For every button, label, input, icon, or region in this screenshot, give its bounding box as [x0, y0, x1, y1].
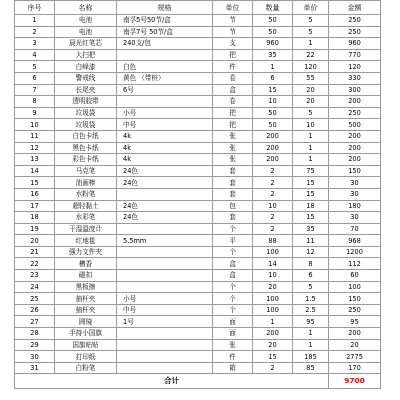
cell-index: 15: [15, 177, 55, 189]
cell-spec: 6号: [117, 84, 213, 96]
cell-amount: 2775: [329, 351, 381, 363]
cell-amount: 770: [329, 49, 381, 61]
table-row: [15, 293, 381, 305]
cell-price: 2.5: [293, 304, 329, 316]
cell-name: 圆镜: [55, 316, 117, 328]
cell-index: 5: [15, 61, 55, 73]
cell-quantity: 14: [253, 258, 293, 270]
cell-index: 29: [15, 339, 55, 351]
cell-index: 2: [15, 26, 55, 38]
cell-index: 1: [15, 15, 55, 27]
total-amount: 9700: [329, 374, 381, 389]
cell-spec: [117, 246, 213, 258]
cell-spec: 240支/包: [117, 38, 213, 50]
cell-spec: [117, 258, 213, 270]
cell-quantity: 10: [253, 270, 293, 282]
cell-name: 晨光红笔芯: [55, 38, 117, 50]
cell-spec: [117, 49, 213, 61]
cell-price: 5: [293, 107, 329, 119]
cell-amount: 95: [329, 316, 381, 328]
cell-unit: 把: [213, 119, 253, 131]
cell-price: 5: [293, 15, 329, 27]
cell-index: 24: [15, 281, 55, 293]
cell-quantity: 50: [253, 15, 293, 27]
cell-unit: 个: [213, 246, 253, 258]
cell-spec: 24色: [117, 212, 213, 224]
header-name: 名称: [55, 1, 117, 15]
cell-amount: 250: [329, 26, 381, 38]
cell-unit: 把: [213, 49, 253, 61]
cell-name: 白峰漆: [55, 61, 117, 73]
cell-unit: 把: [213, 107, 253, 119]
cell-index: 31: [15, 362, 55, 374]
cell-spec: [117, 339, 213, 351]
cell-name: 白粉笔: [55, 362, 117, 374]
cell-name: 大扫把: [55, 49, 117, 61]
cell-index: 30: [15, 351, 55, 363]
cell-price: 75: [293, 165, 329, 177]
cell-unit: 张: [213, 142, 253, 154]
cell-amount: 300: [329, 84, 381, 96]
cell-unit: 个: [213, 293, 253, 305]
cell-amount: 200: [329, 154, 381, 166]
cell-price: 35: [293, 223, 329, 235]
cell-amount: 200: [329, 96, 381, 108]
cell-quantity: 20: [253, 281, 293, 293]
cell-spec: 黄色 （带桩）: [117, 72, 213, 84]
table-row: [15, 223, 381, 235]
cell-index: 16: [15, 188, 55, 200]
table-row: [15, 258, 381, 270]
table-row: [15, 281, 381, 293]
cell-index: 26: [15, 304, 55, 316]
cell-quantity: 35: [253, 49, 293, 61]
table-row: [15, 26, 381, 38]
cell-price: 85: [293, 362, 329, 374]
cell-price: 185: [293, 351, 329, 363]
cell-spec: 1号: [117, 316, 213, 328]
cell-name: 警戒线: [55, 72, 117, 84]
cell-quantity: 960: [253, 38, 293, 50]
cell-unit: 节: [213, 26, 253, 38]
cell-index: 20: [15, 235, 55, 247]
cell-spec: 中号: [117, 304, 213, 316]
cell-spec: [117, 270, 213, 282]
table-row: [15, 107, 381, 119]
cell-name: 红地毯: [55, 235, 117, 247]
cell-amount: 250: [329, 15, 381, 27]
table-row: [15, 304, 381, 316]
cell-unit: 盒: [213, 270, 253, 282]
cell-unit: 件: [213, 351, 253, 363]
cell-amount: 250: [329, 304, 381, 316]
table-row: [15, 270, 381, 282]
cell-index: 19: [15, 223, 55, 235]
cell-spec: [117, 328, 213, 340]
cell-name: 水彩笔: [55, 212, 117, 224]
cell-index: 27: [15, 316, 55, 328]
cell-index: 14: [15, 165, 55, 177]
cell-unit: 张: [213, 339, 253, 351]
header-price: 单价: [293, 1, 329, 15]
cell-index: 3: [15, 38, 55, 50]
cell-index: 11: [15, 130, 55, 142]
cell-amount: 250: [329, 107, 381, 119]
cell-quantity: 1: [253, 61, 293, 73]
cell-name: 黑板擦: [55, 281, 117, 293]
cell-name: 长尾夹: [55, 84, 117, 96]
cell-price: 15: [293, 212, 329, 224]
cell-index: 28: [15, 328, 55, 340]
cell-name: 干湿温度计: [55, 223, 117, 235]
cell-quantity: 10: [253, 96, 293, 108]
cell-amount: 112: [329, 258, 381, 270]
cell-price: 11: [293, 235, 329, 247]
cell-spec: 24色: [117, 165, 213, 177]
table-body: [15, 15, 381, 374]
cell-quantity: 2: [253, 165, 293, 177]
cell-price: 5: [293, 26, 329, 38]
cell-unit: 支: [213, 38, 253, 50]
table-row: [15, 96, 381, 108]
table-row: [15, 212, 381, 224]
cell-name: 垃圾袋: [55, 107, 117, 119]
cell-unit: 卷: [213, 72, 253, 84]
cell-unit: 张: [213, 130, 253, 142]
cell-quantity: 100: [253, 246, 293, 258]
cell-amount: 30: [329, 177, 381, 189]
cell-spec: 小号: [117, 107, 213, 119]
cell-spec: 5.5mm: [117, 235, 213, 247]
cell-unit: 个: [213, 223, 253, 235]
table-row: [15, 328, 381, 340]
cell-spec: 24色: [117, 177, 213, 189]
cell-amount: 200: [329, 130, 381, 142]
cell-spec: 中号: [117, 119, 213, 131]
cell-amount: 170: [329, 362, 381, 374]
cell-spec: 4k: [117, 142, 213, 154]
table-row: [15, 49, 381, 61]
cell-quantity: 50: [253, 119, 293, 131]
header-unit: 单位: [213, 1, 253, 15]
cell-name: 垃圾袋: [55, 119, 117, 131]
cell-name: 水粉笔: [55, 188, 117, 200]
cell-price: 1: [293, 130, 329, 142]
cell-amount: 200: [329, 142, 381, 154]
header-spec: 规格: [117, 1, 213, 15]
cell-price: 20: [293, 96, 329, 108]
cell-price: 1: [293, 38, 329, 50]
table-row: [15, 188, 381, 200]
cell-quantity: 88: [253, 235, 293, 247]
cell-quantity: 1: [253, 316, 293, 328]
cell-unit: 个: [213, 281, 253, 293]
cell-index: 6: [15, 72, 55, 84]
header-amount: 金额: [329, 1, 381, 15]
cell-quantity: 2: [253, 177, 293, 189]
cell-index: 22: [15, 258, 55, 270]
cell-price: 20: [293, 84, 329, 96]
cell-price: 1: [293, 154, 329, 166]
cell-index: 13: [15, 154, 55, 166]
table-row: [15, 130, 381, 142]
cell-index: 8: [15, 96, 55, 108]
cell-amount: 120: [329, 61, 381, 73]
cell-name: 强力文件夹: [55, 246, 117, 258]
cell-unit: 套: [213, 177, 253, 189]
cell-price: 1: [293, 328, 329, 340]
cell-amount: 200: [329, 328, 381, 340]
cell-quantity: 200: [253, 142, 293, 154]
cell-amount: 30: [329, 188, 381, 200]
table-row: [15, 362, 381, 374]
cell-name: 油画棒: [55, 177, 117, 189]
cell-unit: 套: [213, 212, 253, 224]
cell-spec: [117, 281, 213, 293]
cell-spec: [117, 362, 213, 374]
cell-quantity: 200: [253, 130, 293, 142]
cell-spec: 白色: [117, 61, 213, 73]
table-row: [15, 177, 381, 189]
cell-quantity: 15: [253, 351, 293, 363]
cell-price: 1: [293, 339, 329, 351]
cell-amount: 180: [329, 200, 381, 212]
cell-name: 抽杆夹: [55, 293, 117, 305]
cell-index: 18: [15, 212, 55, 224]
cell-unit: 平: [213, 235, 253, 247]
cell-quantity: 15: [253, 84, 293, 96]
cell-price: 12: [293, 246, 329, 258]
cell-unit: 包: [213, 200, 253, 212]
table-row: [15, 200, 381, 212]
cell-name: 白色卡纸: [55, 130, 117, 142]
cell-price: 18: [293, 200, 329, 212]
cell-index: 7: [15, 84, 55, 96]
cell-spec: 南孚5号50节/盒: [117, 15, 213, 27]
table-row: [15, 339, 381, 351]
cell-price: 95: [293, 316, 329, 328]
header-quantity: 数量: [253, 1, 293, 15]
cell-amount: 70: [329, 223, 381, 235]
cell-quantity: 200: [253, 154, 293, 166]
cell-name: 电池: [55, 15, 117, 27]
cell-unit: 张: [213, 154, 253, 166]
table-row: [15, 165, 381, 177]
cell-index: 21: [15, 246, 55, 258]
cell-name: 黑色卡纸: [55, 142, 117, 154]
cell-index: 25: [15, 293, 55, 305]
cell-unit: 卷: [213, 96, 253, 108]
table-row: [15, 72, 381, 84]
cell-price: 55: [293, 72, 329, 84]
cell-price: 15: [293, 177, 329, 189]
cell-amount: 150: [329, 293, 381, 305]
cell-quantity: 2: [253, 223, 293, 235]
cell-spec: 4k: [117, 154, 213, 166]
cell-amount: 30: [329, 212, 381, 224]
table-row: [15, 351, 381, 363]
table-row: [15, 142, 381, 154]
cell-price: 8: [293, 258, 329, 270]
cell-quantity: 50: [253, 107, 293, 119]
cell-spec: [117, 96, 213, 108]
cell-name: 透明胶带: [55, 96, 117, 108]
total-row: [15, 374, 381, 389]
cell-name: 彩色卡纸: [55, 154, 117, 166]
table-row: [15, 154, 381, 166]
cell-index: 23: [15, 270, 55, 282]
cell-name: 手持小国旗: [55, 328, 117, 340]
cell-spec: [117, 351, 213, 363]
cell-unit: 面: [213, 328, 253, 340]
cell-price: 1: [293, 142, 329, 154]
table-row: [15, 84, 381, 96]
cell-quantity: 100: [253, 304, 293, 316]
header-row: [15, 1, 381, 15]
cell-price: 5: [293, 281, 329, 293]
cell-unit: 盒: [213, 84, 253, 96]
table-row: [15, 15, 381, 27]
cell-amount: 60: [329, 270, 381, 282]
cell-index: 12: [15, 142, 55, 154]
cell-price: 120: [293, 61, 329, 73]
cell-index: 9: [15, 107, 55, 119]
cell-spec: 4k: [117, 130, 213, 142]
cell-price: 10: [293, 119, 329, 131]
cell-spec: 24色: [117, 200, 213, 212]
cell-quantity: 2: [253, 188, 293, 200]
cell-index: 10: [15, 119, 55, 131]
cell-spec: 小号: [117, 293, 213, 305]
table-row: [15, 235, 381, 247]
cell-index: 17: [15, 200, 55, 212]
cell-amount: 1200: [329, 246, 381, 258]
cell-quantity: 200: [253, 328, 293, 340]
cell-amount: 150: [329, 165, 381, 177]
cell-quantity: 2: [253, 212, 293, 224]
cell-unit: 盒: [213, 258, 253, 270]
cell-spec: 南孚7号 50节/盒: [117, 26, 213, 38]
total-label: 合计: [15, 374, 329, 389]
cell-amount: 330: [329, 72, 381, 84]
cell-spec: [117, 223, 213, 235]
cell-unit: 套: [213, 188, 253, 200]
cell-quantity: 6: [253, 72, 293, 84]
cell-unit: 件: [213, 61, 253, 73]
cell-quantity: 2: [253, 362, 293, 374]
cell-amount: 500: [329, 119, 381, 131]
cell-amount: 20: [329, 339, 381, 351]
cell-index: 4: [15, 49, 55, 61]
cell-name: 槽香: [55, 258, 117, 270]
cell-quantity: 10: [253, 200, 293, 212]
header-index: 序号: [15, 1, 55, 15]
cell-quantity: 50: [253, 26, 293, 38]
cell-name: 电池: [55, 26, 117, 38]
cell-name: 磁扣: [55, 270, 117, 282]
cell-name: 抽杆夹: [55, 304, 117, 316]
cell-amount: 100: [329, 281, 381, 293]
cell-price: 15: [293, 188, 329, 200]
cell-name: 马克笔: [55, 165, 117, 177]
cell-amount: 960: [329, 38, 381, 50]
cell-quantity: 20: [253, 339, 293, 351]
cell-unit: 面: [213, 316, 253, 328]
cell-spec: [117, 188, 213, 200]
cell-amount: 968: [329, 235, 381, 247]
cell-quantity: 100: [253, 293, 293, 305]
cell-unit: 个: [213, 304, 253, 316]
table-row: [15, 61, 381, 73]
cell-name: 国旗贴贴: [55, 339, 117, 351]
cell-price: 1.5: [293, 293, 329, 305]
cell-name: 打印纸: [55, 351, 117, 363]
cell-price: 22: [293, 49, 329, 61]
table-row: [15, 316, 381, 328]
cell-price: 6: [293, 270, 329, 282]
table-row: [15, 38, 381, 50]
table-row: [15, 246, 381, 258]
cell-unit: 套: [213, 165, 253, 177]
cell-unit: 箱: [213, 362, 253, 374]
table-row: [15, 119, 381, 131]
purchase-table: [14, 0, 381, 389]
cell-unit: 节: [213, 15, 253, 27]
cell-name: 超轻黏土: [55, 200, 117, 212]
